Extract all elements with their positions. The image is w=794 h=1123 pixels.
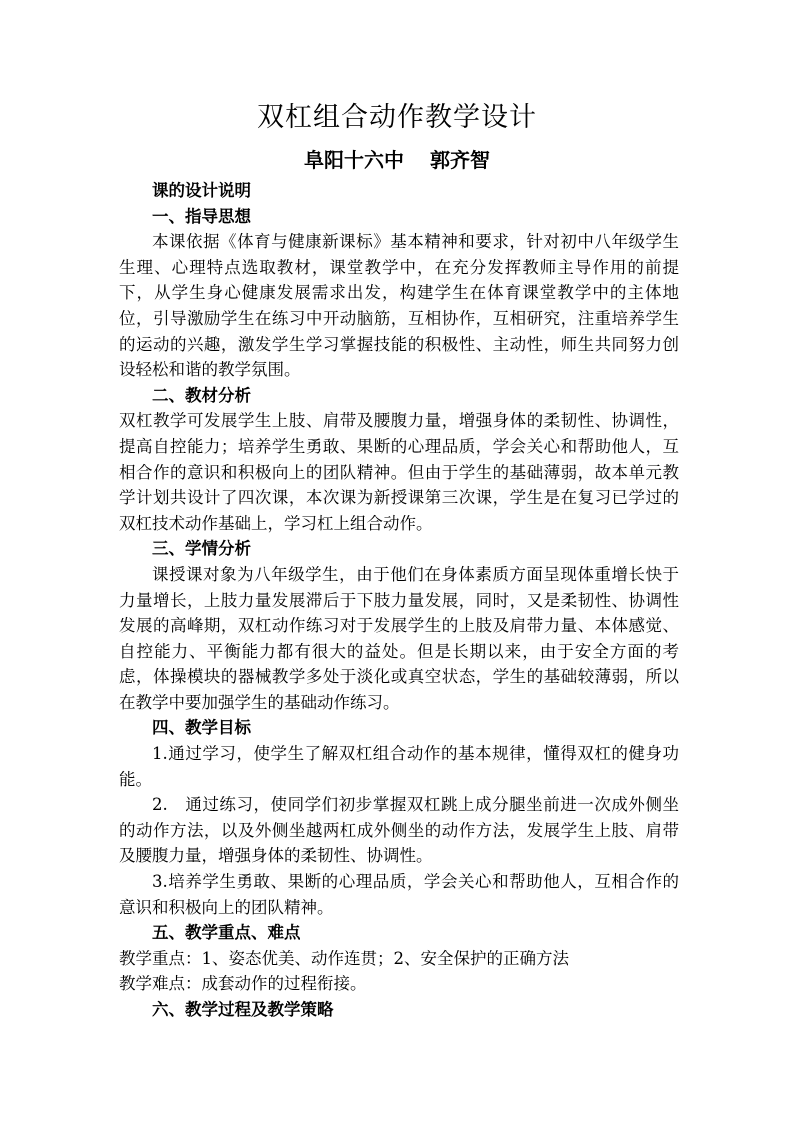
difficult-points: 教学难点：成套动作的过程衔接。 [119,974,367,994]
section-heading-4: 四、教学目标 [152,718,251,738]
section-heading-2: 二、教材分析 [152,385,251,405]
section-2-paragraph: 双杠教学可发展学生上肢、肩带及腰腹力量，增强身体的柔韧性、协调性，提高自控能力；培养学生勇敢、果断的心理品质，学会关心和帮助他人，互相合作的意识和积极向上的团队精神。但由于学生的基础薄弱，故本单元教学计划共设计了四次课，本次课为新授课第三次课，学生是在复习已学过的双杠技术动作基础上，学习杠上组合动作。 [119,411,679,533]
document-title: 双杠组合动作教学设计 [257,102,537,133]
section-3-paragraph: 课授课对象为八年级学生，由于他们在身体素质方面呈现体重增长快于力量增长，上肢力量发展滞后于下肢力量发展，同时，又是柔韧性、协调性发展的高峰期，双杠动作练习对于发展学生的上肢及肩带力量、本体感觉、自控能力、平衡能力都有很大的益处。但是长期以来，由于安全方面的考虑，体操模块的器械教学多处于淡化或真空状态，学生的基础较薄弱，所以在教学中要加强学生的基础动作练习。 [119,564,679,712]
document-body [119,178,679,1023]
section-heading-6: 六、教学过程及教学策略 [152,1000,334,1019]
school-name: 阜阳十六中 [304,148,404,172]
design-heading: 课的设计说明 [152,181,251,200]
objective-2: 2. 通过练习，使同学们初步掌握双杠跳上成分腿坐前进一次成外侧坐的动作方法，以及外侧坐越两杠成外侧坐的动作方法，发展学生上肢、肩带及腰腹力量，增强身体的柔韧性、协调性。 [119,795,679,866]
key-points: 教学重点：1、姿态优美、动作连贯；2、安全保护的正确方法 [119,948,569,968]
section-heading-5: 五、教学重点、难点 [152,923,301,943]
objective-1: 1.通过学习，使学生了解双杠组合动作的基本规律，懂得双杠的健身功能。 [119,744,679,789]
author-name: 郭齐智 [430,148,490,172]
section-heading-3: 三、学情分析 [152,539,251,559]
author-line [0,145,794,175]
section-heading-1: 一、指导思想 [152,206,251,226]
section-1-paragraph: 本课依据《体育与健康新课标》基本精神和要求，针对初中八年级学生生理、心理特点选取教材，课堂教学中，在充分发挥教师主导作用的前提下，从学生身心健康发展需求出发，构建学生在体育课堂教学中的主体地位，引导激励学生在练习中开动脑筋，互相协作，互相研究，注重培养学生的运动的兴趣，激发学生学习掌握技能的积极性、主动性，师生共同努力创设轻松和谐的教学氛围。 [119,232,679,380]
objective-3: 3.培养学生勇敢、果断的心理品质，学会关心和帮助他人，互相合作的意识和积极向上的团队精神。 [119,872,679,917]
